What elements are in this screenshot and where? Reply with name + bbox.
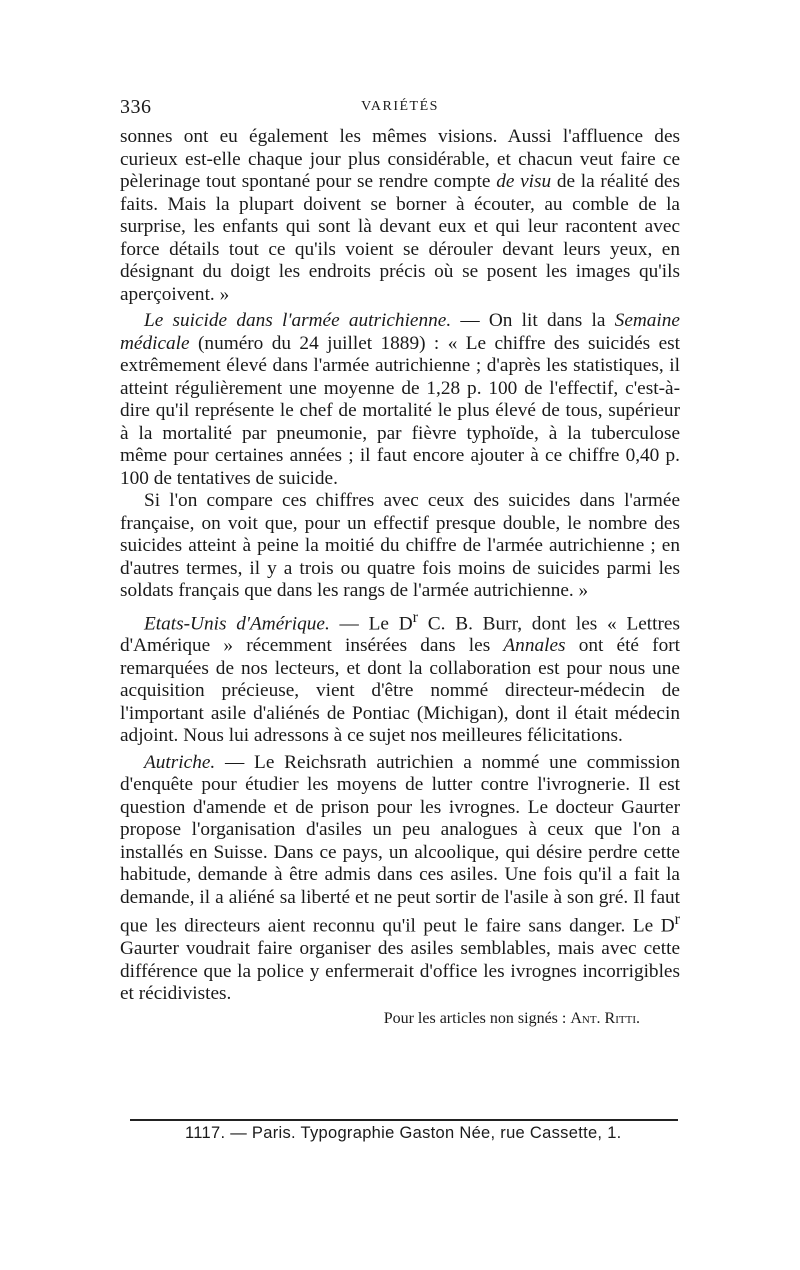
section-heading: Etats-Unis d'Amérique. <box>144 612 330 634</box>
article-body <box>120 126 680 1006</box>
paragraph-suicide-austrian-army: Le suicide dans l'armée autrichienne. — On lit dans la Semaine médicale (numéro du 24 juillet 1889) : « Le chiffre des suicidés est extrêmement élevé dans l'armée autrichienne ; d'après les statistiques, il atteint régulièrement une moyenne de 1,28 p. 100 de l'effectif, c'est-à-dire qu'il représente le chef de mortalité le plus élevé de tous, supérieur à la mortalité par pneumonie, par fièvre typhoïde, à la tuberculose même pour certaines années ; il faut encore ajouter à ce chiffre 0,40 p. 100 de tentatives de suicide. <box>120 310 680 489</box>
journal-title: Annales <box>503 635 566 657</box>
editor-name: Ant. Ritti. <box>570 1009 640 1027</box>
running-head: VARIÉTÉS <box>361 99 439 114</box>
page-number: 336 <box>120 96 152 118</box>
footer-rule <box>130 1119 678 1121</box>
section-heading: Autriche. <box>144 751 216 773</box>
paragraph-french-comparison: Si l'on compare ces chiffres avec ceux des suicides dans l'armée française, on voit que, pour un effectif presque double, le nombre des suicides atteint à peine la moitié du chiffre de l'armée autrichienne ; en d'autres termes, il y a trois ou quatre fois moins de suicides parmi les soldats français que dans les rangs de l'armée autrichienne. » <box>120 490 680 601</box>
paragraph-continuation: sonnes ont eu également les mêmes visions. Aussi l'affluence des curieux est-elle chaque jour plus considérable, et chacun veut faire ce pèlerinage tout spontané pour se rendre compte de visu de la réalité des faits. Mais la plupart doivent se borner à écouter, au comble de la surprise, les enfants qui sont là devant eux et qui leur racontent avec force détails tout ce qu'ils voient se dérouler devant leurs yeux, en désignant du doigt les endroits précis où se posent les images qu'ils aperçoivent. » <box>120 126 680 305</box>
printer-colophon: 1117. — Paris. Typographie Gaston Née, rue Cassette, 1. <box>185 1124 622 1142</box>
section-heading: Le suicide dans l'armée autrichienne. <box>144 310 452 331</box>
page <box>120 96 680 1030</box>
paragraph-united-states: Etats-Unis d'Amérique. — Le $D^r$ C. B. Burr, dont les « Lettres d'Amérique » récemment insérées dans les Annales ont été fort remarquées de nos lecteurs, et dont la collaboration est pour nous une acquisition précieuse, vient d'être nommé directeur-médecin de l'important asile d'aliénés de Pontiac (Michigan), dont il était médecin adjoint. Nous lui adressons à ce sujet nos meilleures félicitations. <box>120 608 680 747</box>
sign-off: Pour les articles non signés : Ant. Ritti. <box>383 1009 640 1027</box>
paragraph-austria: Autriche. — Le Reichsrath autrichien a nommé une commission d'enquête pour étudier les moyens de lutter contre l'ivrognerie. Il est question d'amende et de prison pour les ivrognes. Le docteur Gaurter propose l'organisation d'asiles un peu analogues à ceux que l'on a installés en Suisse. Dans ce pays, un alcoolique, qui désire perdre cette habitude, demande à être admis dans ces asiles. Une fois qu'il a fait la demande, il a aliéné sa liberté et ne peut sortir de l'asile à son gré. Il faut que les directeurs aient reconnu qu'il peut le faire sans danger. Le $D^r$ Gaurter voudrait faire organiser des asiles semblables, mais avec cette différence que la police y enfermerait d'office les ivrognes incorrigibles et récidivistes. <box>120 751 680 1005</box>
latin-phrase: de visu <box>496 171 552 192</box>
source-title: Semaine médicale <box>120 310 680 354</box>
page-header <box>120 96 680 126</box>
